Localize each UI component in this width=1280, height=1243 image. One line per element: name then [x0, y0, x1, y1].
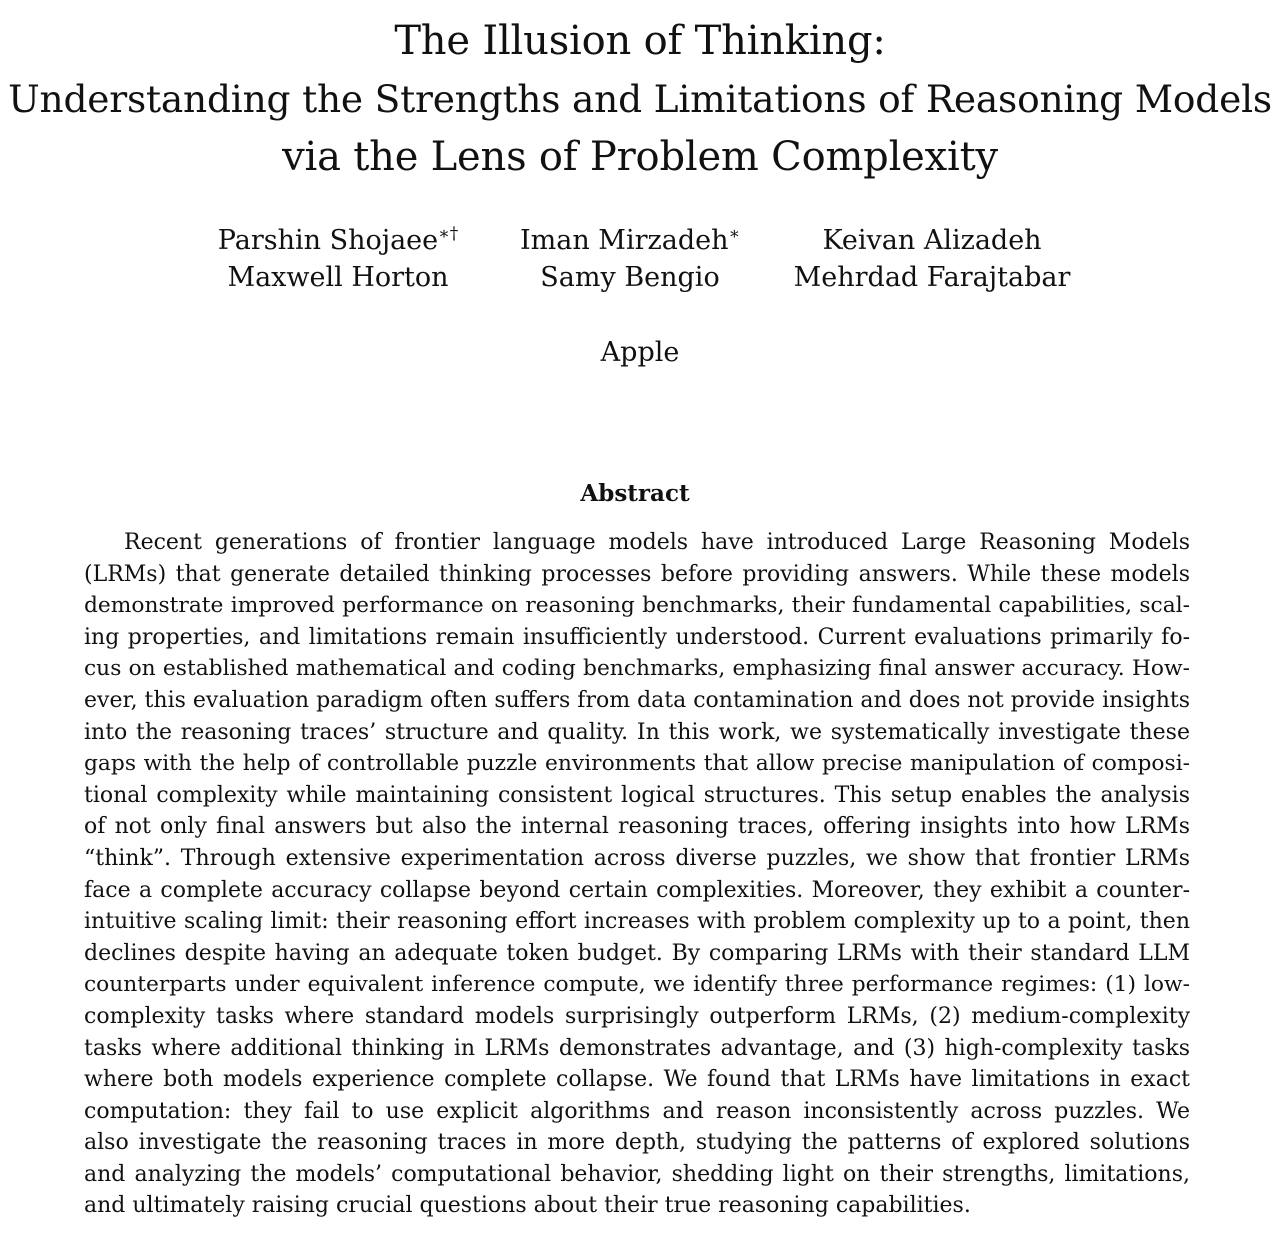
- author-name: Mehrdad Farajtabar: [793, 262, 1071, 293]
- author-row: [0, 259, 1280, 296]
- author: [208, 259, 468, 296]
- author-name: Samy Bengio: [540, 262, 720, 293]
- title-line: via the Lens of Problem Complexity: [282, 134, 998, 180]
- title-line: The Illusion of Thinking:: [394, 18, 886, 64]
- author-name: Keivan Alizadeh: [822, 225, 1042, 256]
- abstract-line: into the reasoning traces’ structure and quality. In this work, we systematically investigate these: [84, 719, 1190, 745]
- author-footnote-mark: ∗†: [438, 224, 459, 244]
- abstract-line: of not only final answers but also the internal reasoning traces, offering insights into how LRMs: [84, 814, 1190, 840]
- abstract-line: declines despite having an adequate token budget. By comparing LRMs with their standard LLM: [84, 940, 1190, 966]
- author: [512, 222, 748, 259]
- abstract-line: ever, this evaluation paradigm often suffers from data contamination and does not provide insights: [84, 687, 1190, 713]
- author-name: Maxwell Horton: [227, 262, 449, 293]
- author-name: Parshin Shojaee: [217, 225, 439, 256]
- abstract-line: (LRMs) that generate detailed thinking processes before providing answers. While these models: [84, 561, 1190, 587]
- affiliation: Apple: [600, 337, 680, 368]
- author: [792, 222, 1072, 259]
- author-footnote-mark: ∗: [728, 224, 741, 244]
- abstract-line: demonstrate improved performance on reasoning benchmarks, their fundamental capabilities, scal-: [84, 593, 1190, 619]
- author-name: Iman Mirzadeh: [519, 225, 729, 256]
- abstract-line: face a complete accuracy collapse beyond certain complexities. Moreover, they exhibit a counter-: [84, 877, 1190, 903]
- abstract-line: counterparts under equivalent inference compute, we identify three performance regimes: (1) low-: [84, 972, 1190, 998]
- title-line: Understanding the Strengths and Limitations of Reasoning Models: [8, 77, 1272, 121]
- abstract-line: tasks where additional thinking in LRMs demonstrates advantage, and (3) high-complexity tasks: [84, 1035, 1190, 1061]
- abstract-line: where both models experience complete collapse. We found that LRMs have limitations in exact: [84, 1067, 1190, 1093]
- abstract-line: “think”. Through extensive experimentation across diverse puzzles, we show that frontier LRMs: [84, 845, 1190, 871]
- abstract-body: [84, 527, 1190, 1222]
- abstract-line: also investigate the reasoning traces in more depth, studying the patterns of explored solutions: [84, 1130, 1190, 1156]
- abstract-heading: Abstract: [580, 480, 690, 507]
- abstract-line: intuitive scaling limit: their reasoning effort increases with problem complexity up to a point, then: [84, 909, 1190, 935]
- abstract-line: and ultimately raising crucial questions about their true reasoning capabilities.: [84, 1193, 971, 1219]
- author-row: [0, 222, 1280, 259]
- abstract-line: ing properties, and limitations remain insufficiently understood. Current evaluations primarily fo-: [84, 624, 1190, 650]
- author: [512, 259, 748, 296]
- author-list: [0, 222, 1280, 296]
- abstract-line: tional complexity while maintaining consistent logical structures. This setup enables the analysis: [84, 782, 1190, 808]
- abstract-line: computation: they fail to use explicit algorithms and reason inconsistently across puzzles. We: [84, 1098, 1190, 1124]
- abstract-line: and analyzing the models’ computational behavior, shedding light on their strengths, limitations,: [84, 1161, 1190, 1187]
- abstract-line: complexity tasks where standard models surprisingly outperform LRMs, (2) medium-complexity: [84, 1003, 1190, 1029]
- abstract-line: Recent generations of frontier language models have introduced Large Reasoning Models: [124, 530, 1190, 555]
- author: [792, 259, 1072, 296]
- abstract-line: cus on established mathematical and coding benchmarks, emphasizing final answer accuracy. How-: [84, 656, 1190, 682]
- paper-title: [0, 12, 1280, 186]
- abstract-line: gaps with the help of controllable puzzle environments that allow precise manipulation of composi-: [84, 751, 1190, 777]
- author: [208, 222, 468, 259]
